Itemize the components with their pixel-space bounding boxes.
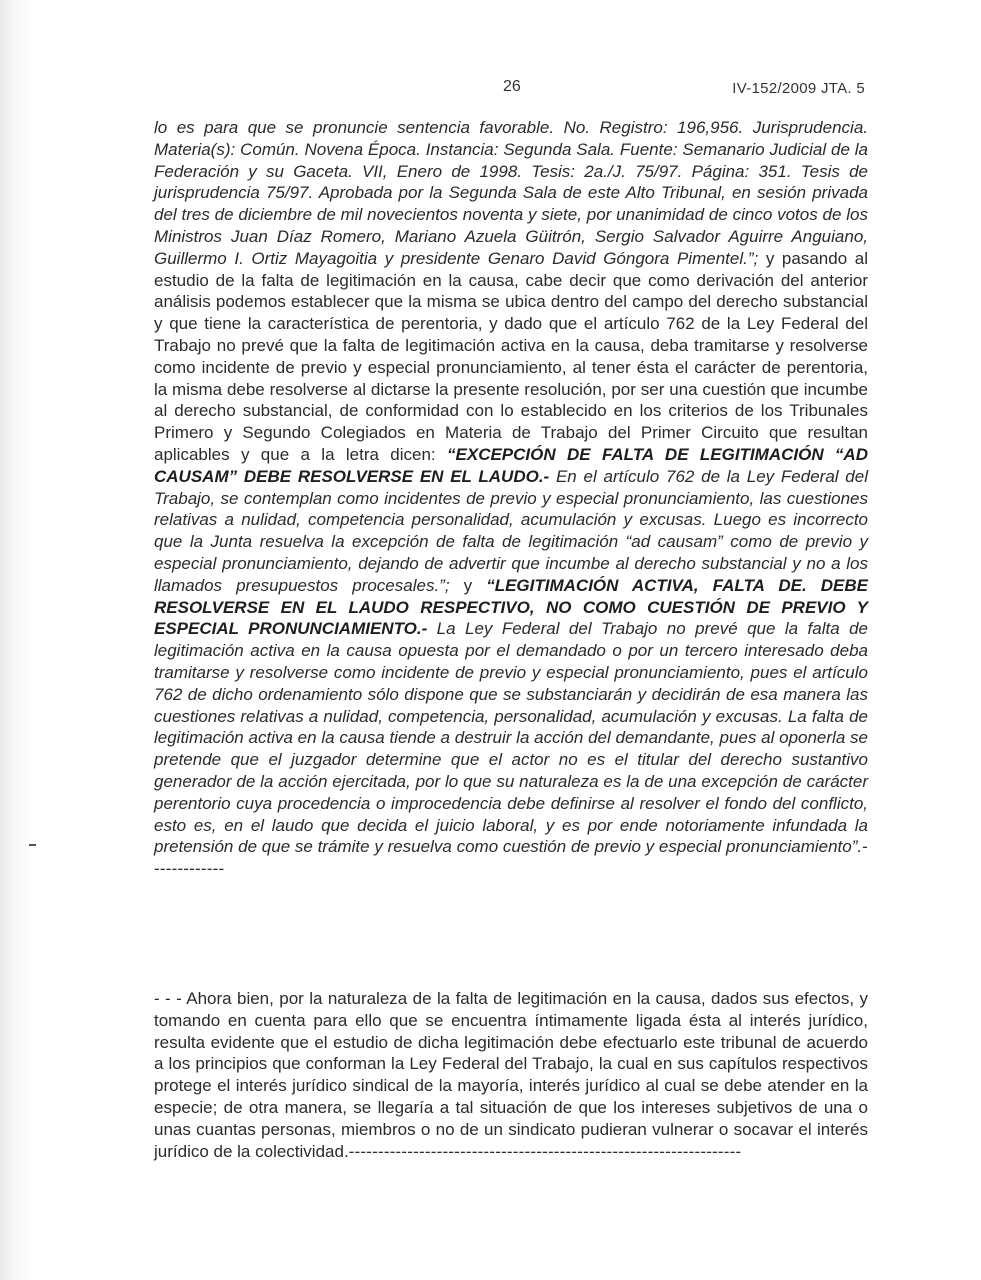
thesis-body-1: En el artículo 762 de la Ley Federal del Trabajo, se contemplan como incidentes de previo y especial pronunciamiento, las cuestiones relativas a nulidad, competencia personalidad, acumulación y excusas. Luego es incorrecto que la Junta resuelva la excepción de falta de legitimación “ad causam” como de previo y especial pronunciamiento, dejando de advertir que incumbe al derecho substancial y no a los llamados presupuestos procesales.”; (154, 466, 868, 595)
dash-fill-2: ------------------------------------------------------------------- (348, 1141, 742, 1161)
connector-text: y (449, 575, 487, 595)
analysis-text: - - - Ahora bien, por la naturaleza de la falta de legitimación en la causa, dados sus efectos, y tomando en cuenta para ello que se encuentra íntimamente ligada ésta al interés jurídico, resulta evidente que el estudio de dicha legitimación debe efectuarlo este tribunal de acuerdo a los principios que conforman la Ley Federal del Trabajo, la cual en sus capítulos respectivos protege el interés jurídico sindical de la mayoría, interés jurídico al cual se debe atender en la especie; de otra manera, se llegaría a tal situación de que los intereses subjetivos de una o unas cuantas personas, miembros o no de un sindicato pudieran vulnerar o socavar el interés jurídico de la colectividad. (154, 989, 868, 1161)
page-number: 26 (503, 78, 521, 95)
case-reference: IV-152/2009 JTA. 5 (732, 80, 865, 97)
thesis-title-2: “LEGITIMACIÓN ACTIVA, FALTA DE. DEBE RESOLVERSE EN EL LAUDO RESPECTIVO, NO COMO CUESTIÓN DE PREVIO Y ESPECIAL PRONUNCIAMIENTO.- (154, 575, 868, 639)
thesis-body-2: La Ley Federal del Trabajo no prevé que la falta de legitimación activa en la causa opuesta por el demandado o por un tercero interesado deba tramitarse y resolverse como incidente de previo y especial pronunciamiento, pues el artículo 762 de dicho ordenamiento sólo dispone que se substanciarán y decidirán de esa manera las cuestiones relativas a nulidad, competencia, personalidad, acumulación y excusas. La falta de legitimación activa en la causa tiende a destruir la acción del demandante, pues al oponerla se pretende que el juzgador determine que el actor no es el titular del derecho sustantivo generador de la acción ejercitada, por lo que su naturaleza es la de una excepción de carácter perentorio cuya procedencia o improcedencia debe definirse al resolver el fondo del conflicto, esto es, en el laudo que decida el juicio laboral, y es por ende notoriamente infundada la pretensión de que se trámite y resuelva como cuestión de previo y especial pronunciamiento”. (154, 619, 868, 857)
thesis-title-1: “EXCEPCIÓN DE FALTA DE LEGITIMACIÓN “AD CAUSAM” DEBE RESOLVERSE EN EL LAUDO.- (154, 444, 868, 486)
citation-text: lo es para que se pronuncie sentencia favorable. No. Registro: 196,956. Jurisprudencia. Materia(s): Común. Novena Época. Instancia: Segunda Sala. Fuente: Semanario Judicial de la Federación y su Gaceta. VII, Enero de 1998. Tesis: 2a./J. 75/97. Página: 351. Tesis de jurisprudencia 75/97. Aprobada por la Segunda Sala de este Alto Tribunal, en sesión privada del tres de diciembre de mil novecientos noventa y siete, por unanimidad de cinco votos de los Ministros Juan Díaz Romero, Mariano Azuela Güitrón, Sergio Salvador Aguirre Anguiano, Guillermo I. Ortiz Mayagoitia y presidente Genaro David Góngora Pimentel.”; (154, 118, 868, 268)
scan-edge-shadow (0, 0, 34, 1280)
reasoning-text: y pasando al estudio de la falta de legitimación en la causa, cabe decir que como derivación del anterior análisis podemos establecer que la misma se ubica dentro del campo del derecho substancial y que tiene la característica de perentoria, y dado que el artículo 762 de la Ley Federal del Trabajo no prevé que la falta de legitimación activa en la causa, deba tramitarse y resolverse como incidente de previo y especial pronunciamiento, al tener ésta el carácter de perentoria, la misma debe resolverse al dictarse la presente resolución, por ser una cuestión que incumbe al derecho substancial, de conformidad con lo establecido en los criterios de los Tribunales Primero y Segundo Colegiados en Materia de Trabajo del Primer Circuito que resultan aplicables y que a la letra dicen: (154, 248, 868, 464)
dash-fill: ------------- (154, 837, 868, 879)
margin-mark (29, 844, 36, 846)
paragraph-analysis (154, 988, 868, 1162)
paragraph-jurisprudence (154, 117, 868, 880)
